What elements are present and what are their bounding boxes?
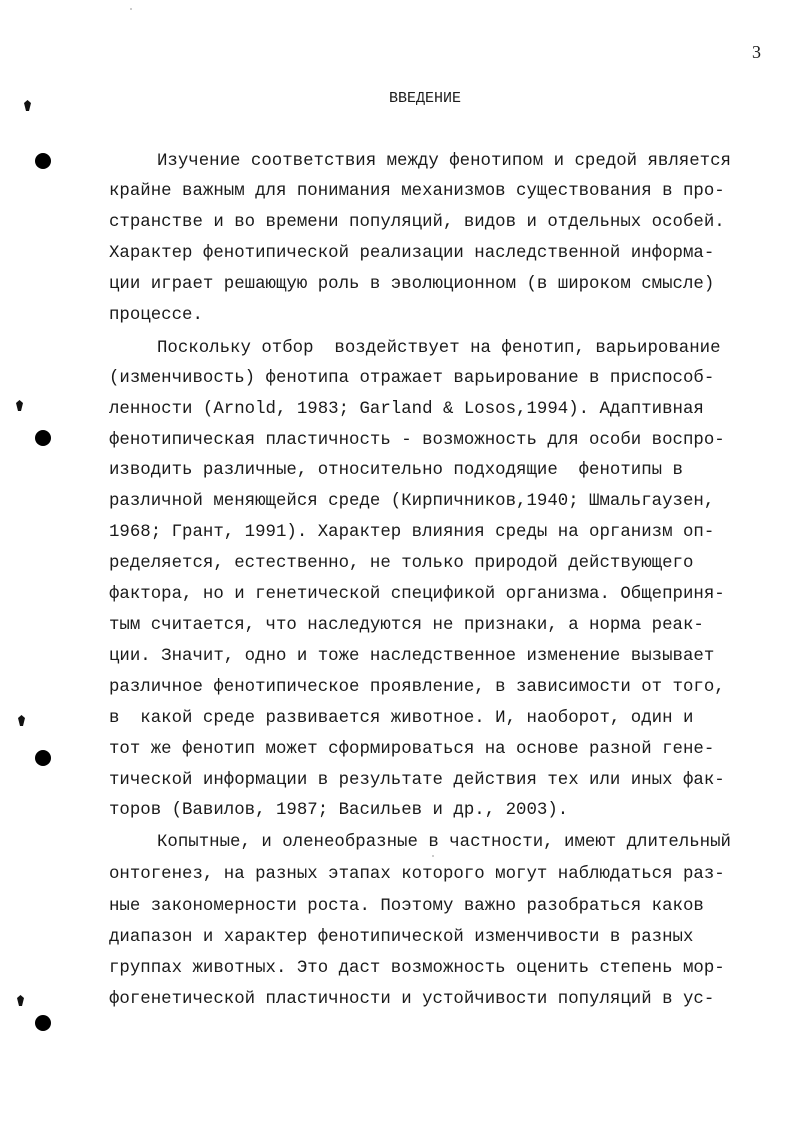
text-line: странстве и во времени популяций, видов и отдельных особей.: [109, 213, 725, 232]
punch-mark-icon: [15, 400, 24, 411]
text-line: ленности (Arnold, 1983; Garland & Losos,1994). Адаптивная: [109, 400, 704, 419]
binder-hole: [35, 750, 51, 766]
text-line: фогенетической пластичности и устойчивости популяций в ус-: [109, 990, 715, 1009]
text-line: (изменчивость) фенотипа отражает варьирование в приспособ-: [109, 369, 715, 388]
text-line: в какой среде развивается животное. И, наоборот, один и: [109, 709, 694, 728]
text-line: ции играет решающую роль в эволюционном (в широком смысле): [109, 275, 715, 294]
text-line: ции. Значит, одно и тоже наследственное изменение вызывает: [109, 647, 715, 666]
text-line: крайне важным для понимания механизмов существования в про-: [109, 182, 725, 201]
text-line: ределяется, естественно, не только природой действующего: [109, 554, 694, 573]
text-line: тым считается, что наследуются не признаки, а норма реак-: [109, 616, 704, 635]
text-line: торов (Вавилов, 1987; Васильев и др., 2003).: [109, 801, 569, 820]
text-line: фактора, но и генетической спецификой организма. Общеприня-: [109, 585, 725, 604]
text-line: ные закономерности роста. Поэтому важно разобраться каков: [109, 897, 704, 916]
text-line: Поскольку отбор воздействует на фенотип, варьирование: [157, 339, 721, 358]
punch-mark-icon: [17, 715, 26, 726]
text-line: процессе.: [109, 306, 203, 325]
binder-hole: [35, 153, 51, 169]
binder-hole: [35, 430, 51, 446]
text-line: Копытные, и оленеобразные в частности, имеют длительный: [157, 833, 731, 852]
punch-mark-icon: [23, 100, 32, 111]
section-heading: ВВЕДЕНИЕ: [389, 90, 462, 107]
page-number: 3: [752, 42, 761, 62]
punch-mark-icon: [16, 995, 25, 1006]
text-line: различной меняющейся среде (Кирпичников,1940; Шмальгаузен,: [109, 492, 715, 511]
text-line: диапазон и характер фенотипической изменчивости в разных: [109, 928, 694, 947]
text-line: тот же фенотип может сформироваться на основе разной гене-: [109, 740, 715, 759]
text-line: тической информации в результате действия тех или иных фак-: [109, 771, 725, 790]
text-line: Характер фенотипической реализации наследственной информа-: [109, 244, 715, 263]
text-line: различное фенотипическое проявление, в зависимости от того,: [109, 678, 725, 697]
text-line: онтогенез, на разных этапах которого могут наблюдаться раз-: [109, 865, 725, 884]
scan-speck: [130, 8, 132, 10]
text-line: изводить различные, относительно подходящие фенотипы в: [109, 461, 683, 480]
text-line: группах животных. Это даст возможность оценить степень мор-: [109, 959, 725, 978]
text-line: Изучение соответствия между фенотипом и средой является: [157, 152, 731, 171]
text-line: фенотипическая пластичность - возможность для особи воспро-: [109, 431, 725, 450]
scan-speck: [432, 855, 434, 857]
text-line: 1968; Грант, 1991). Характер влияния среды на организм оп-: [109, 523, 715, 542]
binder-hole: [35, 1015, 51, 1031]
